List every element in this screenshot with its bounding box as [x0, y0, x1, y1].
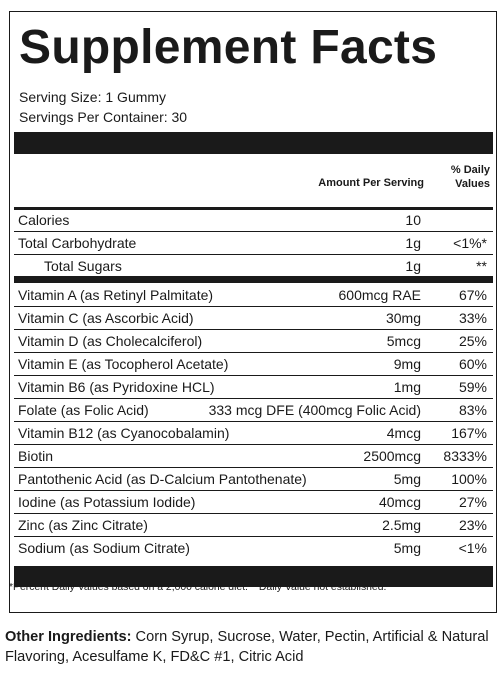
panel-title: Supplement Facts: [19, 21, 438, 74]
serving-size: Serving Size: 1 Gummy: [19, 89, 167, 105]
nutrient-dv: 60%: [458, 356, 487, 372]
supplement-facts-panel: [9, 11, 497, 613]
nutrient-name: Vitamin B6 (as Pyridoxine HCL): [18, 379, 215, 395]
other-ingredients-label: Other Ingredients:: [5, 629, 132, 645]
nutrient-dv: <1%*: [453, 235, 487, 251]
nutrient-row: [14, 284, 493, 307]
nutrient-dv: 67%: [458, 287, 487, 303]
nutrient-dv: 25%: [458, 333, 487, 349]
nutrient-row: [14, 307, 493, 330]
servings-per-container: Servings Per Container: 30: [19, 109, 188, 125]
nutrient-amount: 2500mcg: [363, 448, 421, 464]
nutrient-name: Total Sugars: [44, 258, 122, 274]
daily-values-header: [451, 163, 490, 191]
nutrient-name: Vitamin C (as Ascorbic Acid): [18, 310, 194, 326]
nutrient-row: [14, 491, 493, 514]
nutrient-name: Zinc (as Zinc Citrate): [18, 517, 148, 533]
nutrient-name: Iodine (as Potassium Iodide): [18, 494, 196, 510]
nutrient-row: [14, 255, 493, 278]
nutrient-row: [14, 514, 493, 537]
nutrient-amount: 1g: [405, 258, 421, 274]
nutrient-dv: 59%: [458, 379, 487, 395]
nutrient-name: Vitamin D (as Cholecalciferol): [18, 333, 203, 349]
nutrient-amount: 4mcg: [386, 425, 421, 441]
other-ingredients: [5, 627, 499, 667]
nutrient-amount: 5mg: [393, 471, 421, 487]
nutrient-dv: **: [476, 258, 487, 274]
nutrient-dv: 27%: [458, 494, 487, 510]
nutrient-amount: 40mcg: [378, 494, 421, 510]
nutrient-amount: 9mg: [393, 356, 421, 372]
nutrient-amount: 10: [405, 212, 421, 228]
nutrient-amount: 5mg: [393, 540, 421, 556]
top-black-bar: [14, 132, 493, 154]
nutrient-amount: 2.5mg: [382, 517, 421, 533]
nutrient-row: [14, 445, 493, 468]
nutrient-row: [14, 537, 493, 560]
nutrient-row: [14, 422, 493, 445]
nutrient-name: Pantothenic Acid (as D-Calcium Pantothenate): [18, 471, 307, 487]
nutrient-name: Total Carbohydrate: [18, 235, 137, 251]
nutrient-name: Vitamin E (as Tocopherol Acetate): [18, 356, 229, 372]
nutrient-dv: 33%: [458, 310, 487, 326]
nutrient-row: [14, 330, 493, 353]
nutrient-name: Calories: [18, 212, 70, 228]
nutrient-row: [14, 376, 493, 399]
nutrient-dv: 23%: [458, 517, 487, 533]
nutrient-row: [14, 468, 493, 491]
nutrient-amount: 1g: [405, 235, 421, 251]
nutrient-amount: 333 mcg DFE (400mcg Folic Acid): [208, 402, 421, 418]
nutrient-row: [14, 209, 493, 232]
nutrient-dv: 83%: [458, 402, 487, 418]
mid-black-bar: [14, 276, 493, 283]
nutrient-name: Vitamin A (as Retinyl Palmitate): [18, 287, 214, 303]
nutrient-amount: 5mcg: [386, 333, 421, 349]
nutrient-amount: 30mg: [385, 310, 421, 326]
nutrient-dv: 8333%: [443, 448, 487, 464]
nutrient-row: [14, 353, 493, 376]
nutrient-name: Folate (as Folic Acid): [18, 402, 149, 418]
amount-per-serving-header: Amount Per Serving: [318, 177, 424, 189]
nutrient-dv: <1%: [458, 540, 487, 556]
daily-values-header-line1: % Daily: [450, 164, 490, 176]
nutrient-name: Biotin: [18, 448, 54, 464]
footnote: *Percent Daily Values based on a 2,000 calorie diet. **Daily Value not established.: [9, 582, 387, 593]
other-ingredients-text: Corn Syrup, Sucrose, Water, Pectin, Artificial & Natural Flavoring, Acesulfame K, FD&C #1, Citric Acid: [5, 629, 489, 665]
nutrient-amount: 600mcg RAE: [338, 287, 421, 303]
nutrient-name: Vitamin B12 (as Cyanocobalamin): [18, 425, 230, 441]
nutrient-row: [14, 399, 493, 422]
nutrient-row: [14, 232, 493, 255]
nutrient-amount: 1mg: [393, 379, 421, 395]
nutrient-name: Sodium (as Sodium Citrate): [18, 540, 190, 556]
nutrient-dv: 167%: [451, 425, 487, 441]
nutrient-dv: 100%: [451, 471, 487, 487]
daily-values-header-line2: Values: [455, 178, 490, 190]
